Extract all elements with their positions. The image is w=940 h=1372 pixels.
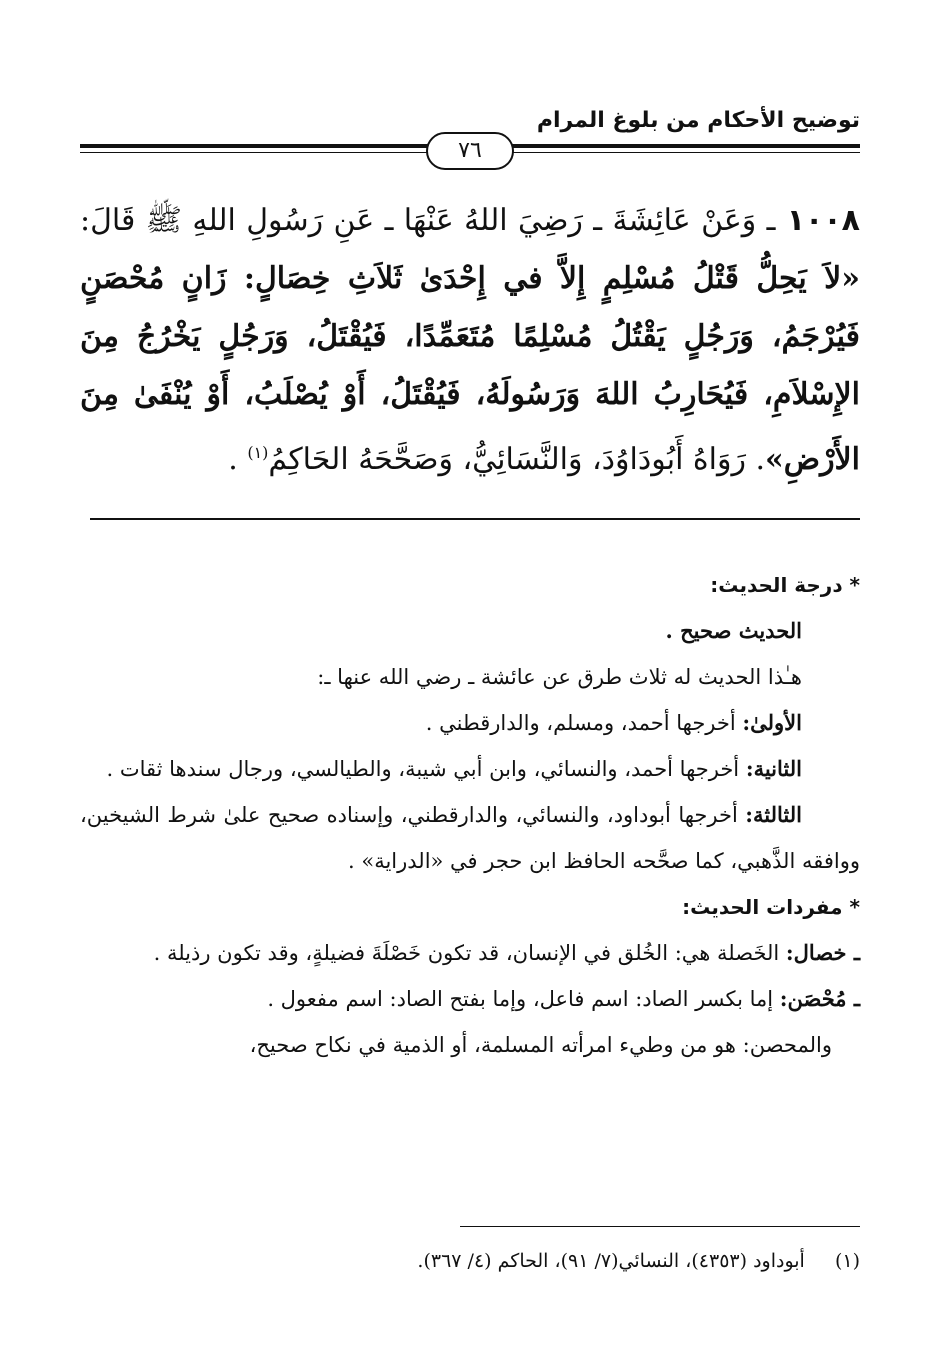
grade-third-label: الثالثة: [745, 802, 802, 827]
footnote [80, 1244, 860, 1278]
grade-third [80, 792, 860, 884]
running-header-title: توضيح الأحكام من بلوغ المرام [536, 108, 860, 133]
footnote-reference: (١) [247, 443, 269, 462]
vocab-item-khisal [80, 930, 860, 976]
vocab-item-muhsan [80, 976, 860, 1022]
hadith-number: ١٠٠٨ [786, 203, 860, 238]
grade-first [80, 700, 860, 746]
hadith-end: . [228, 442, 248, 477]
hadith-text [80, 192, 860, 489]
hadith-matn: «لاَ يَحِلُّ قَتْلُ مُسْلِمٍ إِلاَّ في إِحْدَىٰ ثَلاَثِ خِصَالٍ: زَانٍ مُحْصَنٍ فَيُرْجَمُ، وَرَجُلٍ يَقْتُلُ مُسْلِمًا مُتَعَمِّدًا، فَيُقْتَلُ، وَرَجُلٍ يَخْرُجُ مِنَ الإِسْلاَمِ، فَيُحَارِبُ اللهَ وَرَسُولَهُ، فَيُقْتَلُ، أَوْ يُصْلَبُ، أَوْ يُنْفَىٰ مِنَ الأَرْضِ» [80, 261, 860, 477]
grade-heading: * درجة الحديث: [710, 573, 860, 597]
grade-third-text: أخرجها أبوداود، والنسائي، والدارقطني، وإسناده صحيح علىٰ شرط الشيخين، ووافقه الذَّهبي، كما صحَّحه الحافظ ابن حجر في «الدراية» . [80, 803, 860, 873]
section-divider [90, 518, 860, 520]
commentary [80, 562, 860, 1068]
vocab-item-khisal-text: الخَصلة هي: الخُلق في الإنسان، قد تكون خَصْلَةَ فضيلةٍ، وقد تكون رذيلة . [153, 941, 786, 965]
vocab-item-muhsan-label: ـ مُحْصَن: [779, 986, 860, 1011]
vocab-heading: * مفردات الحديث: [682, 895, 860, 919]
grade-second [80, 746, 860, 792]
grade-verdict-text: الحديث صحيح . [665, 618, 802, 643]
grade-intro: هـٰذا الحديث له ثلاث طرق عن عائشة ـ رضي الله عنها ـ: [317, 665, 802, 689]
grade-first-text: أخرجها أحمد، ومسلم، والدارقطني . [425, 711, 743, 735]
grade-verdict [80, 608, 860, 654]
page-number: ٧٦ [426, 132, 514, 170]
footnote-marker: (١) [834, 1250, 860, 1272]
grade-second-text: أخرجها أحمد، والنسائي، وابن أبي شيبة، والطيالسي، ورجال سندها ثقات . [106, 757, 746, 781]
hadith-intro: ـ وَعَنْ عَائِشَةَ ـ رَضِيَ اللهُ عَنْهَا ـ عَنِ رَسُولِ اللهِ ﷺ قَالَ: [80, 203, 776, 238]
vocab-item-muhsan-def: والمحصن: هو من وطيء امرأته المسلمة، أو الذمية في نكاح صحيح، [249, 1033, 832, 1057]
grade-first-label: الأولىٰ: [742, 710, 802, 735]
footnote-text: أبوداود (٤٣٥٣)، النسائي(٧/ ٩١)، الحاكم (٤/ ٣٦٧). [417, 1250, 805, 1272]
hadith-source: . رَوَاهُ أَبُودَاوُدَ، وَالنَّسَائِيُّ، وَصَحَّحَهُ الحَاكِمُ [268, 442, 766, 477]
grade-second-label: الثانية: [745, 756, 802, 781]
vocab-item-muhsan-text: إما بكسر الصاد: اسم فاعل، وإما بفتح الصاد: اسم مفعول . [267, 987, 780, 1011]
footnote-rule [460, 1226, 860, 1227]
vocab-item-khisal-label: ـ خصال: [785, 940, 860, 965]
